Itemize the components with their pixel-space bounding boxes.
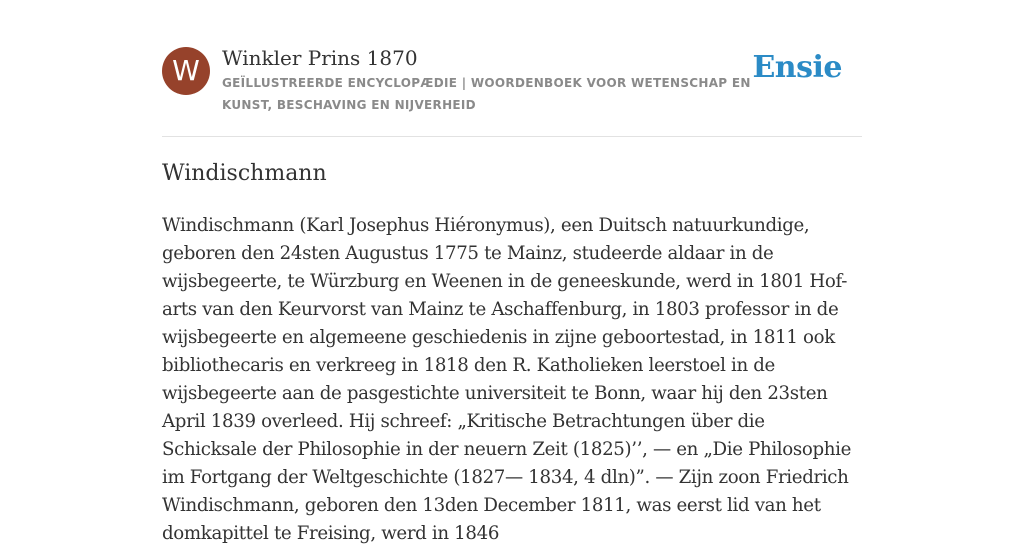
source-header: [162, 44, 862, 137]
source-avatar[interactable]: W: [162, 47, 210, 95]
ensie-logo[interactable]: Ensie: [752, 50, 842, 85]
entry-body: Windischmann (Karl Josephus Hiéronymus), een Duitsch natuurkundige, geboren den 24sten Augustus 1775 te Mainz, studeerde aldaar in de wijsbegeerte, te Würzburg en Weenen in de geneeskunde, werd in 1801 Hof-arts van den Keurvorst van Mainz te Aschaffenburg, in 1803 professor in de wijsbegeerte en algemeene geschiedenis in zijne geboortestad, in 1811 ook bibliothecaris en verkreeg in 1818 den R. Katholieken leerstoel in de wijsbegeerte aan de pasgestichte universiteit te Bonn, waar hij den 23sten April 1839 overleed. Hij schreef: „Kritische Betrachtungen über die Schicksale der Philosophie in der neuern Zeit (1825)’’, — en „Die Philosophie im Fortgang der Weltgeschichte (1827— 1834, 4 dln)”. — Zijn zoon Friedrich Windischmann, geboren den 13den December 1811, was eerst lid van het domkapittel te Freising, werd in 1846: [162, 215, 851, 544]
source-titles: [222, 44, 752, 116]
source-title-link[interactable]: Winkler Prins 1870: [222, 46, 418, 70]
source-subtitle: GEÏLLUSTREERDE ENCYCLOPÆDIE | WOORDENBOEK VOOR WETENSCHAP EN KUNST, BESCHAVING EN NIJVERHEID: [222, 76, 751, 112]
entry-title: Windischmann: [162, 161, 327, 186]
